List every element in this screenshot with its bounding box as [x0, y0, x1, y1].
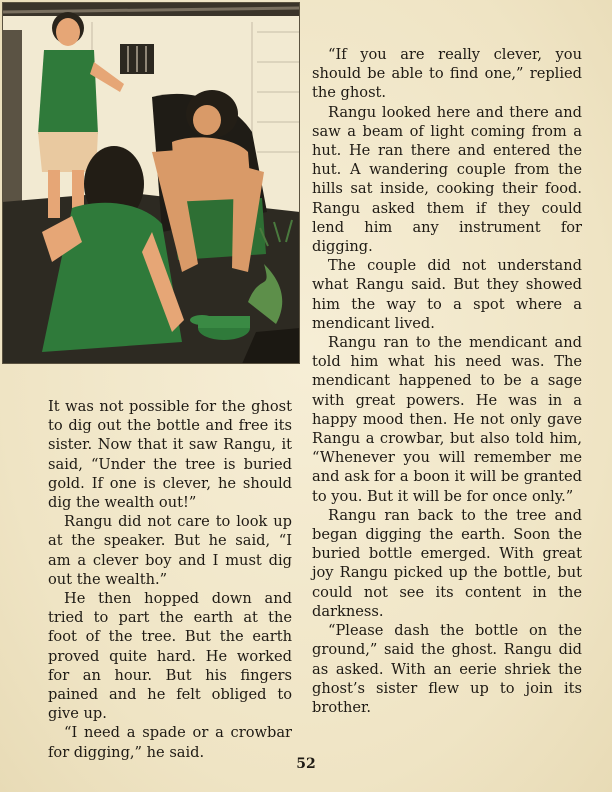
paragraph: “I need a spade or a crowbar for digging,” he said.	[48, 724, 292, 761]
right-text-column	[312, 45, 582, 717]
paragraph: The couple did not understand what Rangu said. But they showed him the way to a spot where a mendicant lived.	[312, 257, 582, 332]
page-number: 52	[296, 756, 316, 772]
paragraph: “If you are really clever, you should be able to find one,” replied the ghost.	[312, 46, 582, 102]
paragraph: It was not possible for the ghost to dig out the bottle and free its sister. Now that it saw Rangu, it said, “Under the tree is buried gold. If one is clever, he should dig the wealth out!”	[48, 398, 292, 512]
paragraph: Rangu looked here and there and saw a beam of light coming from a hut. He ran there and entered the hut. A wandering couple from the hills sat inside, cooking their food. Rangu asked them if they could lend him any instrument for digging.	[312, 103, 582, 256]
story-illustration	[2, 2, 300, 364]
paragraph: Rangu ran back to the tree and began digging the earth. Soon the buried bottle emerged. With great joy Rangu picked up the bottle, but could not see its content in the darkness.	[312, 506, 582, 620]
paragraph: Rangu did not care to look up at the speaker. But he said, “I am a clever boy and I must dig out the wealth.”	[48, 513, 292, 588]
paragraph: “Please dash the bottle on the ground,” said the ghost. Rangu did as asked. With an eerie shriek the ghost’s sister flew up to join its brother.	[312, 622, 582, 716]
paragraph: He then hopped down and tried to part the earth at the foot of the tree. But the earth proved quite hard. He worked for an hour. But his fingers pained and he felt obliged to give up.	[48, 590, 292, 723]
left-text-column	[48, 397, 292, 762]
paragraph: Rangu ran to the mendicant and told him what his need was. The mendicant happened to be a sage with great powers. He was in a happy mood then. He not only gave Rangu a crowbar, but also told him, “Whenever you will remember me and ask for a boon it will be granted to you. But it will be for once only.”	[312, 334, 582, 505]
